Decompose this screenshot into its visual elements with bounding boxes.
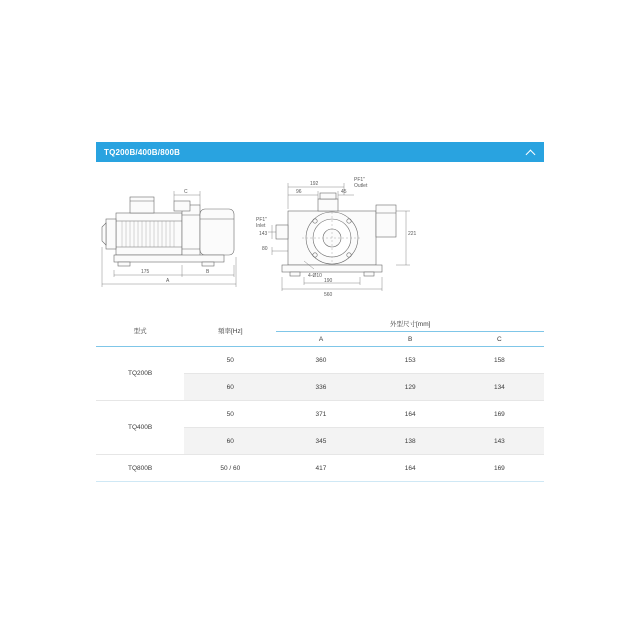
table-header-row-top bbox=[96, 315, 544, 332]
cell-dim-b: 164 bbox=[366, 455, 455, 482]
header-model: 型式 bbox=[96, 315, 184, 347]
svg-text:B: B bbox=[206, 269, 210, 275]
cell-dim-c: 158 bbox=[455, 347, 544, 374]
svg-text:80: 80 bbox=[262, 246, 268, 252]
cell-model: TQ800B bbox=[96, 455, 184, 482]
table-body bbox=[96, 347, 544, 482]
cell-dim-c: 169 bbox=[455, 401, 544, 428]
svg-text:PF1": PF1" bbox=[354, 177, 365, 183]
cell-dim-c: 134 bbox=[455, 374, 544, 401]
svg-text:A: A bbox=[166, 278, 170, 284]
svg-text:560: 560 bbox=[324, 292, 333, 298]
cell-frequency: 50 / 60 bbox=[184, 455, 276, 482]
cell-dim-a: 336 bbox=[276, 374, 365, 401]
chevron-up-icon[interactable] bbox=[526, 147, 536, 157]
dimension-table bbox=[96, 315, 544, 482]
cell-dim-b: 153 bbox=[366, 347, 455, 374]
svg-text:221: 221 bbox=[408, 231, 417, 237]
section-header-bar[interactable] bbox=[96, 142, 544, 162]
header-dim-b: B bbox=[366, 332, 455, 347]
svg-text:190: 190 bbox=[324, 278, 333, 284]
cell-frequency: 60 bbox=[184, 374, 276, 401]
technical-drawing bbox=[96, 165, 544, 305]
cell-dim-b: 164 bbox=[366, 401, 455, 428]
table-row bbox=[96, 347, 544, 374]
drawing-svg bbox=[96, 165, 544, 305]
cell-dim-a: 345 bbox=[276, 428, 365, 455]
cell-dim-a: 417 bbox=[276, 455, 365, 482]
cell-dim-a: 371 bbox=[276, 401, 365, 428]
cell-frequency: 50 bbox=[184, 347, 276, 374]
header-dimensions-group: 外型尺寸[mm] bbox=[276, 315, 544, 332]
cell-model: TQ400B bbox=[96, 401, 184, 455]
header-frequency: 頻率[Hz] bbox=[184, 315, 276, 347]
svg-text:45: 45 bbox=[341, 189, 347, 195]
table-row bbox=[96, 455, 544, 482]
svg-text:143: 143 bbox=[259, 231, 268, 237]
table-head bbox=[96, 315, 544, 347]
svg-text:96: 96 bbox=[296, 189, 302, 195]
header-dim-c: C bbox=[455, 332, 544, 347]
cell-dim-c: 143 bbox=[455, 428, 544, 455]
cell-dim-c: 169 bbox=[455, 455, 544, 482]
svg-text:PF1": PF1" bbox=[256, 217, 267, 223]
svg-text:175: 175 bbox=[141, 269, 150, 275]
cell-dim-a: 360 bbox=[276, 347, 365, 374]
cell-dim-b: 138 bbox=[366, 428, 455, 455]
svg-text:C: C bbox=[184, 189, 188, 195]
svg-text:Outlet: Outlet bbox=[354, 183, 368, 189]
cell-frequency: 60 bbox=[184, 428, 276, 455]
section-title: TQ200B/400B/800B bbox=[104, 147, 181, 157]
svg-text:192: 192 bbox=[310, 181, 319, 187]
table-row bbox=[96, 401, 544, 428]
cell-model: TQ200B bbox=[96, 347, 184, 401]
cell-dim-b: 129 bbox=[366, 374, 455, 401]
cell-frequency: 50 bbox=[184, 401, 276, 428]
svg-text:4-Ø10: 4-Ø10 bbox=[308, 273, 322, 279]
header-dim-a: A bbox=[276, 332, 365, 347]
svg-text:Inlet: Inlet bbox=[256, 223, 266, 229]
